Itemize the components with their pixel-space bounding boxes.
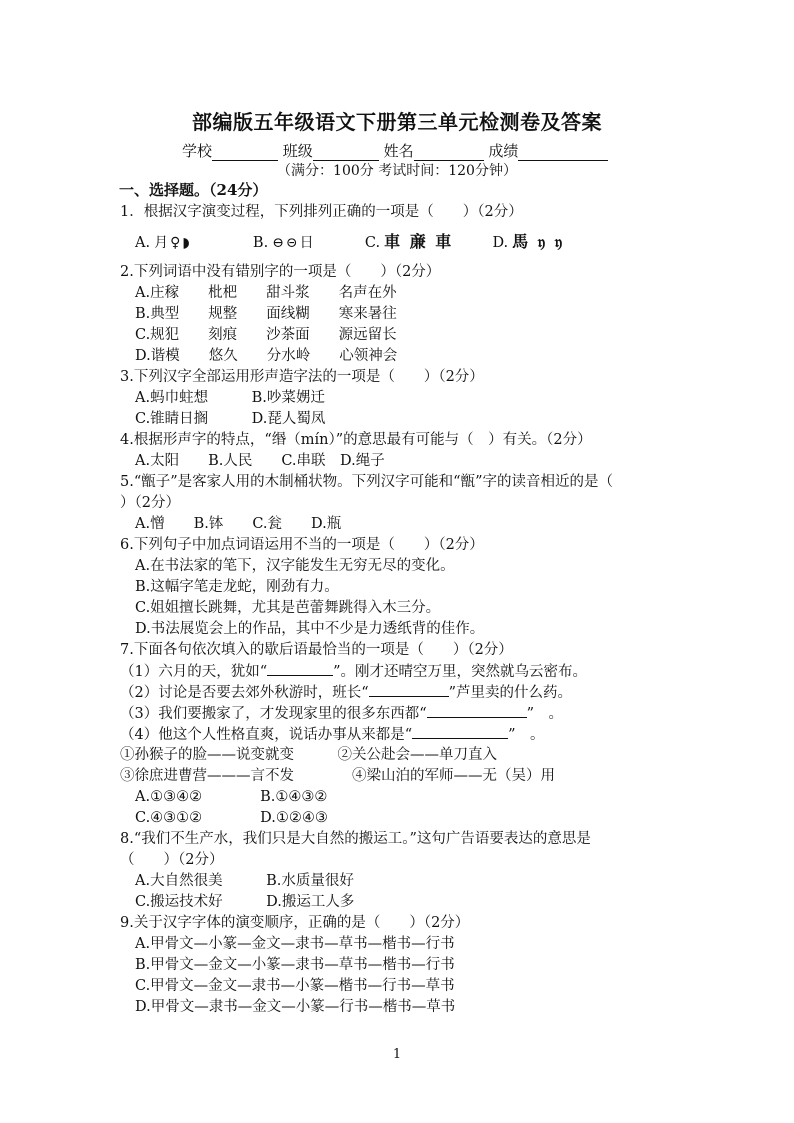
class-label: 班级 [282,142,313,160]
sentence-text: ”。刚才还晴空万里，突然就乌云密布。 [333,664,588,680]
option-c-glyphs: 車 亷 車 [384,232,454,251]
exam-subtitle: （满分：100分 考试时间：120分钟） [277,163,517,179]
name-label: 姓名 [383,142,414,160]
question-8-options-ab: A.大自然很美 B.水质量很好 [135,873,354,889]
question-2-option-d: D.谐模 悠久 分水岭 心领神会 [135,348,398,364]
question-9-stem: 9.关于汉字字体的演变顺序，正确的是（ ）（2分） [120,915,470,931]
score-label: 成绩 [488,142,519,160]
section-heading: 一、选择题。（24分） [119,181,268,199]
sentence-text: （3）我们要搬家了，才发现家里的很多东西都“ [120,706,427,722]
question-7-key-2: ③徐庶进曹营———言不发 ④梁山泊的军师——无（吴）用 [120,768,555,784]
answer-blank[interactable] [412,724,508,739]
question-3-stem: 3.下列汉字全部运用形声造字法的一项是（ ）（2分） [120,369,484,385]
question-6-option-c: C.姐姐擅长跳舞，尤其是芭蕾舞跳得入木三分。 [135,600,441,616]
question-2-option-c: C.规犯 刻痕 沙茶面 源远留长 [135,327,397,343]
question-8-stem-cont: （ ）（2分） [120,852,224,868]
class-field[interactable] [313,144,379,161]
question-7-options-ab: A.①③④② B.①④③② [135,789,328,805]
question-8-options-cd: C.搬运技术好 D.搬运工人多 [135,894,355,910]
question-9-option-c: C.甲骨文—金文—隶书—小篆—楷书—行书—草书 [135,978,455,994]
name-field[interactable] [414,144,484,161]
question-1-stem: 1．根据汉字演变过程，下列排列正确的一项是（ ）（2分） [120,204,523,220]
sentence-text: ”芦里卖的什么药。 [448,685,573,701]
option-d-label: D. [492,235,509,251]
question-7-sentence-3 [120,703,563,724]
option-a-label: A. [135,235,151,251]
question-6-stem: 6.下列句子中加点词语运用不当的一项是（ ）（2分） [120,537,484,553]
sentence-text: （2）讨论是否要去郊外秋游时，班长“ [120,685,369,701]
question-4-options: A.太阳 B.人民 C.串联 D.绳子 [135,453,385,469]
question-3-options-cd: C.锥睛日搁 D.琵人蜀凤 [135,411,326,427]
question-3-options-ab: A.蚂巾蛀想 B.吵菜娚迁 [135,390,325,406]
school-label: 学校 [182,142,213,160]
page-title: 部编版五年级语文下册第三单元检测卷及答案 [192,110,602,134]
question-9-option-b: B.甲骨文—金文—小篆—隶书—草书—楷书—行书 [135,957,455,973]
question-7-stem: 7.下面各句依次填入的歇后语最恰当的一项是（ ）（2分） [120,642,513,658]
question-7-sentence-1 [120,661,587,682]
question-2-option-a: A.庄稼 枇杷 甜斗浆 名声在外 [135,285,397,301]
student-info-row [182,140,608,161]
answer-blank[interactable] [267,661,333,676]
option-d-glyphs: 馬 𝔶 𝔶 [512,232,565,251]
answer-blank[interactable] [427,703,527,718]
question-9-option-d: D.甲骨文—隶书—金文—小篆—行书—楷书—草书 [135,999,456,1015]
question-6-option-a: A.在书法家的笔下，汉字能发生无穷无尽的变化。 [135,558,455,574]
score-field[interactable] [518,144,608,161]
answer-blank[interactable] [369,682,449,697]
question-5-stem: 5.“甑子”是客家人用的木制桶状物。下列汉字可能和“甑”字的读音相近的是（ [120,474,613,490]
option-b-label: B. [252,235,269,251]
question-6-option-d: D.书法展览会上的作品，其中不少是力透纸背的佳作。 [135,621,485,637]
question-2-stem: 2.下列词语中没有错别字的一项是（ ）（2分） [120,264,441,280]
question-2-option-b: B.典型 规整 面线糊 寒来暑往 [135,306,397,322]
question-5-stem-cont: ）（2分） [120,495,180,511]
question-7-options-cd: C.④③①② D.①②④③ [135,810,328,826]
question-7-sentence-4 [120,724,545,745]
question-8-stem: 8.“我们不生产水，我们只是大自然的搬运工。”这句广告语要表达的意思是 [120,831,591,847]
option-a-glyphs: 月♀◗ [154,235,192,251]
school-field[interactable] [212,144,278,161]
option-c-label: C. [364,235,381,251]
question-7-key-1: ①孙猴子的脸——说变就变 ②关公赴会——单刀直入 [120,747,497,763]
question-6-option-b: B.这幅字笔走龙蛇，刚劲有力。 [135,579,339,595]
option-b-glyphs: ⊖⊝日 [272,235,316,251]
sentence-text: （1）六月的天，犹如“ [120,664,268,680]
question-5-options: A.憎 B.钵 C.瓮 D.瓶 [135,516,342,532]
question-9-option-a: A.甲骨文—小篆—金文—隶书—草书—楷书—行书 [135,936,455,952]
sentence-text: ” 。 [526,706,564,722]
page-number: 1 [392,1047,402,1062]
question-7-sentence-2 [120,682,572,703]
sentence-text: （4）他这个人性格直爽，说话办事从来都是“ [120,727,413,743]
question-1-options [135,232,564,253]
question-4-stem: 4.根据形声字的特点，“缗（mín）”的意思最有可能与（ ）有关。（2分） [120,432,592,448]
sentence-text: ” 。 [508,727,545,743]
